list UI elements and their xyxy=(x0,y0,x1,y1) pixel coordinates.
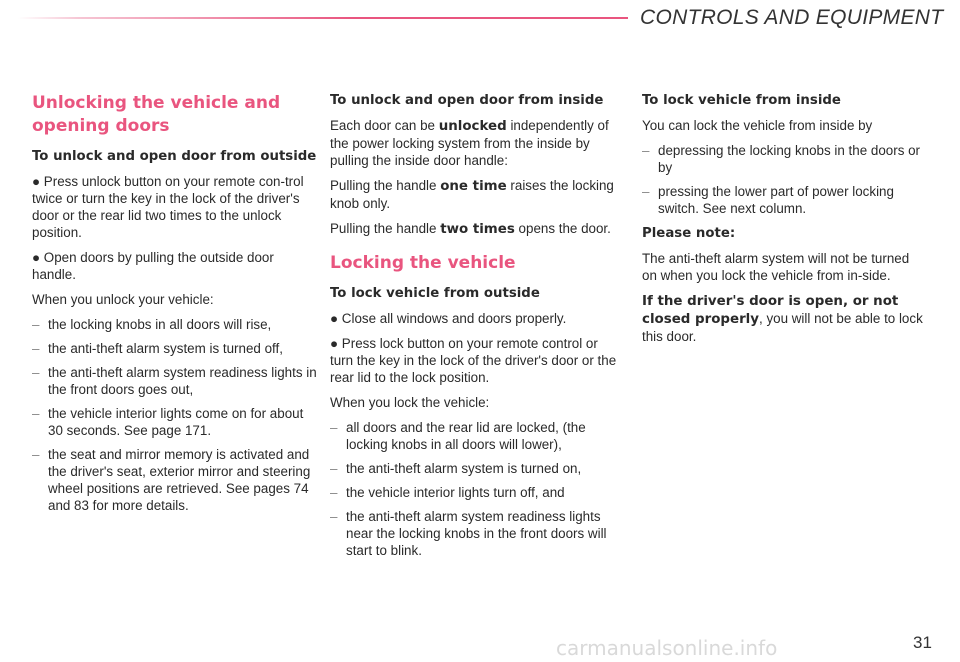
watermark: carmanualsonline.info xyxy=(556,636,778,660)
section-title-unlocking: Unlocking the vehicle and opening doors xyxy=(32,93,281,136)
page-number: 31 xyxy=(913,633,932,652)
column-2 xyxy=(330,92,618,566)
subhead-lock-outside: To lock vehicle from outside xyxy=(330,286,540,301)
list-item: – the vehicle interior lights come on for about 30 seconds. See page 171. xyxy=(32,405,317,439)
column-1 xyxy=(32,92,317,521)
bullet-close-windows: ● Close all windows and doors properly. xyxy=(330,311,567,326)
paragraph-two-times: Pulling the handle two times opens the door. xyxy=(330,221,611,237)
header-rule xyxy=(18,17,628,19)
paragraph-unlock-independently: Each door can be unlocked independently of the power locking system from the inside by pulling the inside door handle: xyxy=(330,118,609,168)
page-header-title: CONTROLS AND EQUIPMENT xyxy=(640,6,944,29)
list-item: – the anti-theft alarm system readiness lights in the front doors goes out, xyxy=(32,364,317,398)
bullet-press-unlock: ● Press unlock button on your remote con-trol twice or turn the key in the lock of the driver's door or the rear lid two times to the unlock position. xyxy=(32,174,304,240)
subhead-lock-inside: To lock vehicle from inside xyxy=(642,93,841,108)
list-item: – pressing the lower part of power locking switch. See next column. xyxy=(642,183,927,217)
list-item: – the anti-theft alarm system is turned on, xyxy=(330,460,618,477)
note-text: The anti-theft alarm system will not be turned on when you lock the vehicle from in-side. xyxy=(642,251,910,283)
section-title-locking: Locking the vehicle xyxy=(330,253,516,273)
list-item: – the anti-theft alarm system readiness lights near the locking knobs in the front doors will start to blink. xyxy=(330,508,618,559)
bullet-open-doors: ● Open doors by pulling the outside door handle. xyxy=(32,250,274,282)
list-item: – the locking knobs in all doors will rise, xyxy=(32,316,317,333)
list-item: – the anti-theft alarm system is turned off, xyxy=(32,340,317,357)
subhead-unlock-outside: To unlock and open door from outside xyxy=(32,149,317,164)
unlock-intro: When you unlock your vehicle: xyxy=(32,292,214,307)
bullet-press-lock: ● Press lock button on your remote control or turn the key in the lock of the driver's door or the rear lid to the lock position. xyxy=(330,336,617,385)
paragraph-one-time: Pulling the handle one time raises the locking knob only. xyxy=(330,178,614,211)
list-item: – the seat and mirror memory is activated and the driver's seat, exterior mirror and steering wheel positions are retrieved. See pages 74 and 83 for more details. xyxy=(32,446,317,514)
lock-inside-intro: You can lock the vehicle from inside by xyxy=(642,118,873,133)
list-item: – all doors and the rear lid are locked, (the locking knobs in all doors will lower), xyxy=(330,419,618,453)
note-label: Please note: xyxy=(642,226,736,241)
list-item: – the vehicle interior lights turn off, and xyxy=(330,484,618,501)
paragraph-driver-door: If the driver's door is open, or not closed properly, you will not be able to lock this door. xyxy=(642,294,923,344)
list-item: – depressing the locking knobs in the doors or by xyxy=(642,142,927,176)
lock-intro: When you lock the vehicle: xyxy=(330,395,490,410)
column-3 xyxy=(642,92,927,353)
subhead-unlock-inside: To unlock and open door from inside xyxy=(330,93,604,108)
